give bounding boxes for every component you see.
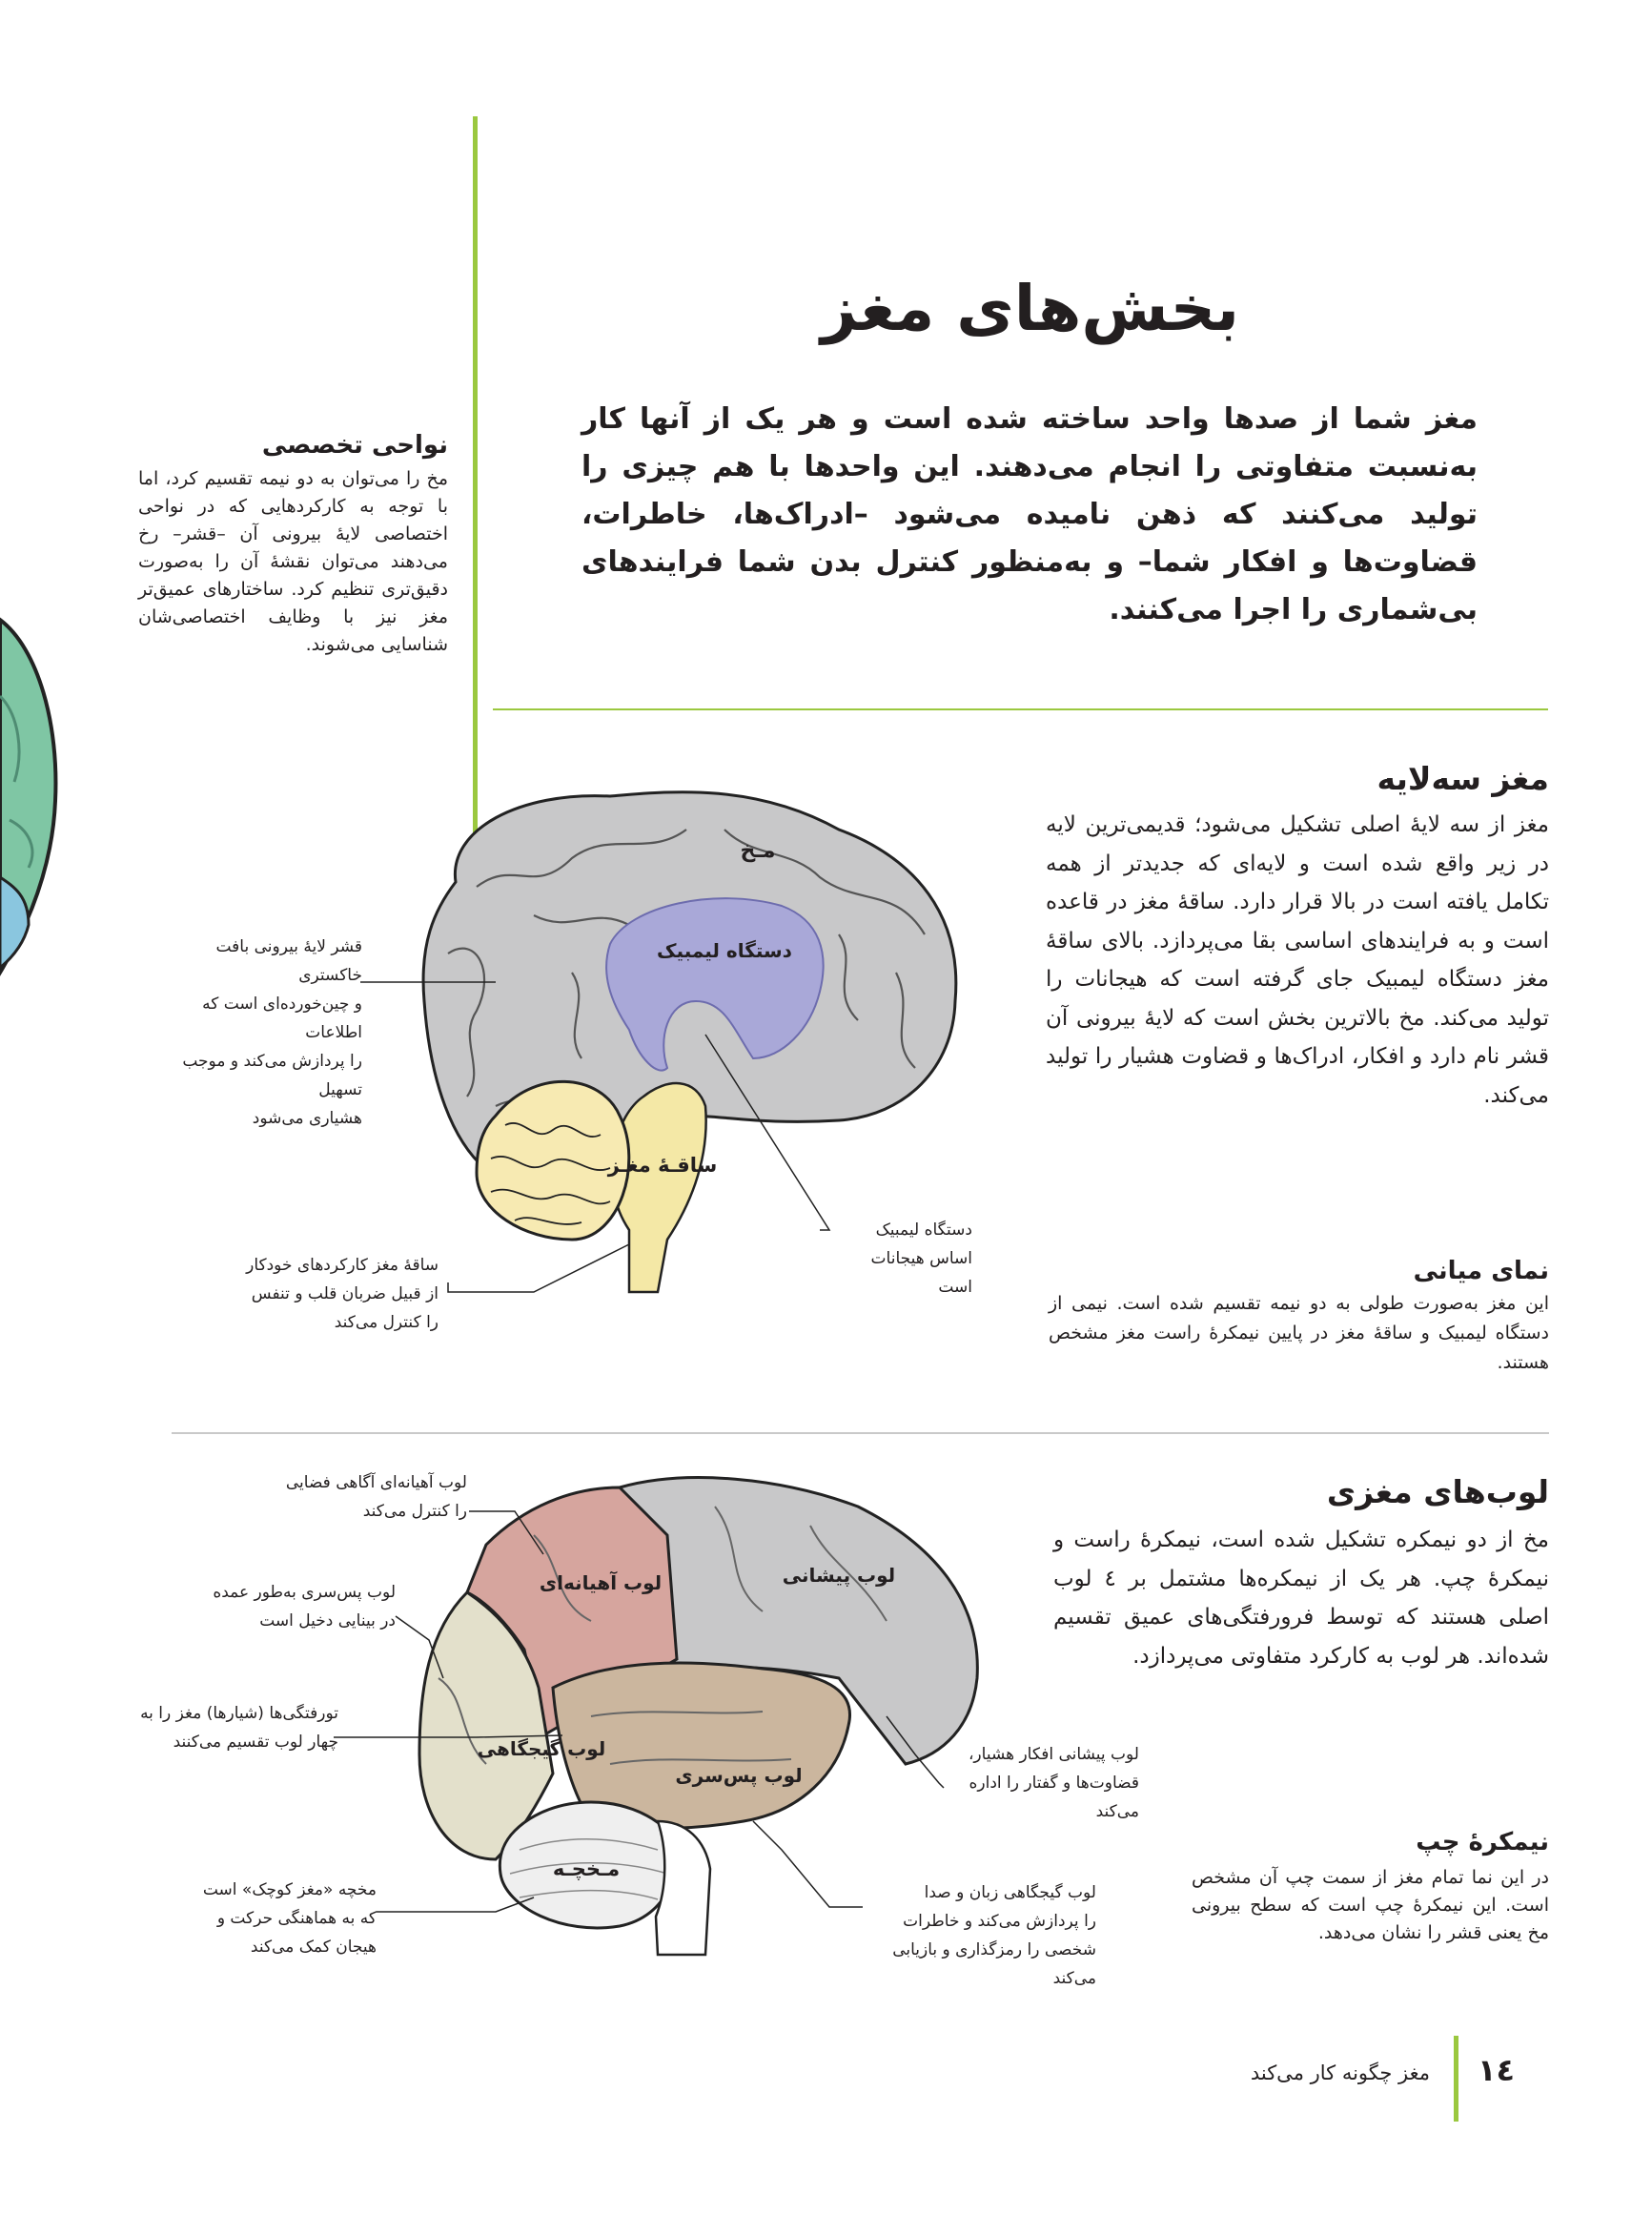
caption-occipital: لوب پس‌سری به‌طور عمده در بینایی دخیل است [213, 1583, 396, 1630]
caption-cortex: قشر لایهٔ بیرونی بافت خاکستری و چین‌خورده‌ای است که اطلاعات را پردازش می‌کند و موجب تسهیل هشیاری می‌شود [182, 937, 362, 1128]
medial-view-heading: نمای میانی [1413, 1257, 1549, 1285]
label-parietal: لوب آهیانه‌ای [539, 1571, 663, 1594]
label-frontal: لوب پیشانی [782, 1564, 896, 1587]
label-cerebrum: مـخ [740, 839, 776, 863]
footer-accent-bar [1454, 2036, 1458, 2122]
caption-sulci: تورفتگی‌ها (شیارها) مغز را به چهار لوب تقسیم می‌کنند [140, 1704, 338, 1752]
label-limbic: دستگاه لیمبیک [657, 939, 792, 962]
medial-view-body: این مغز به‌صورت طولی به دو نیمه تقسیم شده است. نیمی از دستگاه لیمبیک و ساقهٔ مغز در پایین نیمکرهٔ راست مغز مشخص هستند. [1049, 1293, 1549, 1373]
three-layer-body: مغز از سه لایهٔ اصلی تشکیل می‌شود؛ قدیمی‌ترین لایه در زیر واقع شده است و لایه‌ای که جدیدتر از همه تکامل یافته است در بالا قرار دارد. ساقهٔ مغز در قاعده است و به فرایندهای اساسی بقا می‌پردازد. بالای ساقهٔ مغز دستگاه لیمبیک جای گرفته است که هیجانات را تولید می‌کند. مخ بالاترین بخش است که لایهٔ بیرونی آن قشر نام دارد و افکار، ادراک‌ها و قضاوت هشیار را تولید می‌کند. [1046, 812, 1549, 1108]
caption-brainstem: ساقهٔ مغز کارکردهای خودکار از قبیل ضربان قلب و تنفس را کنترل می‌کند [246, 1256, 438, 1332]
page-number: ١٤ [1478, 2052, 1516, 2088]
caption-temporal: لوب گیجگاهی زبان و صدا را پردازش می‌کند و خاطرات شخصی را رمزگذاری و بازیابی می‌کند [892, 1883, 1096, 1988]
label-occipital: لوب پس‌سری [675, 1764, 803, 1787]
specialized-heading: نواحی تخصصی [261, 431, 448, 460]
specialized-body: مخ را می‌توان به دو نیمه تقسیم کرد، اما با توجه به کارکردهایی که در نواحی اختصاصی لایهٔ بیرونی آن –قشر– رخ می‌دهند می‌توان نقشهٔ آن را به‌صورت دقیق‌تری تنظیم کرد. ساختارهای عمیق‌تر مغز نیز با وظایف اختصاصی‌شان شناسایی می‌شوند. [138, 468, 448, 655]
lobes-heading: لوب‌های مغزی [1326, 1473, 1549, 1510]
caption-frontal: لوب پیشانی افکار هشیار، قضاوت‌ها و گفتار را اداره می‌کند [968, 1745, 1139, 1821]
label-brainstem: ساقـهٔ مغـز [607, 1154, 718, 1177]
caption-cerebellum: مخچه «مغز کوچک» است که به هماهنگی حرکت و هیجان کمک می‌کند [202, 1880, 377, 1957]
three-layer-heading: مغز سه‌لایه [1377, 760, 1549, 797]
caption-parietal: لوب آهیانه‌ای آگاهی فضایی را کنترل می‌کند [285, 1473, 467, 1521]
running-title: مغز چگونه کار می‌کند [1250, 2061, 1430, 2084]
label-cerebellum: مـخچـه [552, 1857, 621, 1880]
lobes-body: مخ از دو نیمکره تشکیل شده است، نیمکرهٔ راست و نیمکرهٔ چپ. هر یک از نیمکره‌ها مشتمل بر ٤ لوب اصلی هستند که توسط فرورفتگی‌های عمیق تقسیم شده‌اند. هر لوب به کارکرد متفاوتی می‌پردازد. [1053, 1528, 1549, 1669]
page-title: بخش‌های مغز [821, 272, 1239, 345]
label-temporal: لوب گیجگاهی [477, 1737, 606, 1760]
caption-limbic: دستگاه لیمبیک اساس هیجانات است [870, 1220, 972, 1297]
left-hemisphere-body: در این نما تمام مغز از سمت چپ آن مشخص است. این نیمکرهٔ چپ است که سطح بیرونی مخ یعنی قشر را نشان می‌دهد. [1192, 1867, 1549, 1943]
left-hemisphere-heading: نیمکرهٔ چپ [1416, 1828, 1549, 1856]
intro-paragraph: مغز شما از صدها واحد ساخته شده است و هر یک از آنها کار به‌نسبت متفاوتی را انجام می‌دهند. این واحدها با هم چیزی را تولید می‌کنند که ذهن نامیده می‌شود –ادراک‌ها، خاطرات، قضاوت‌ها و افکار شما– و به‌منظور کنترل بدن شما فرایندهای بی‌شماری را اجرا می‌کنند. [581, 402, 1478, 626]
